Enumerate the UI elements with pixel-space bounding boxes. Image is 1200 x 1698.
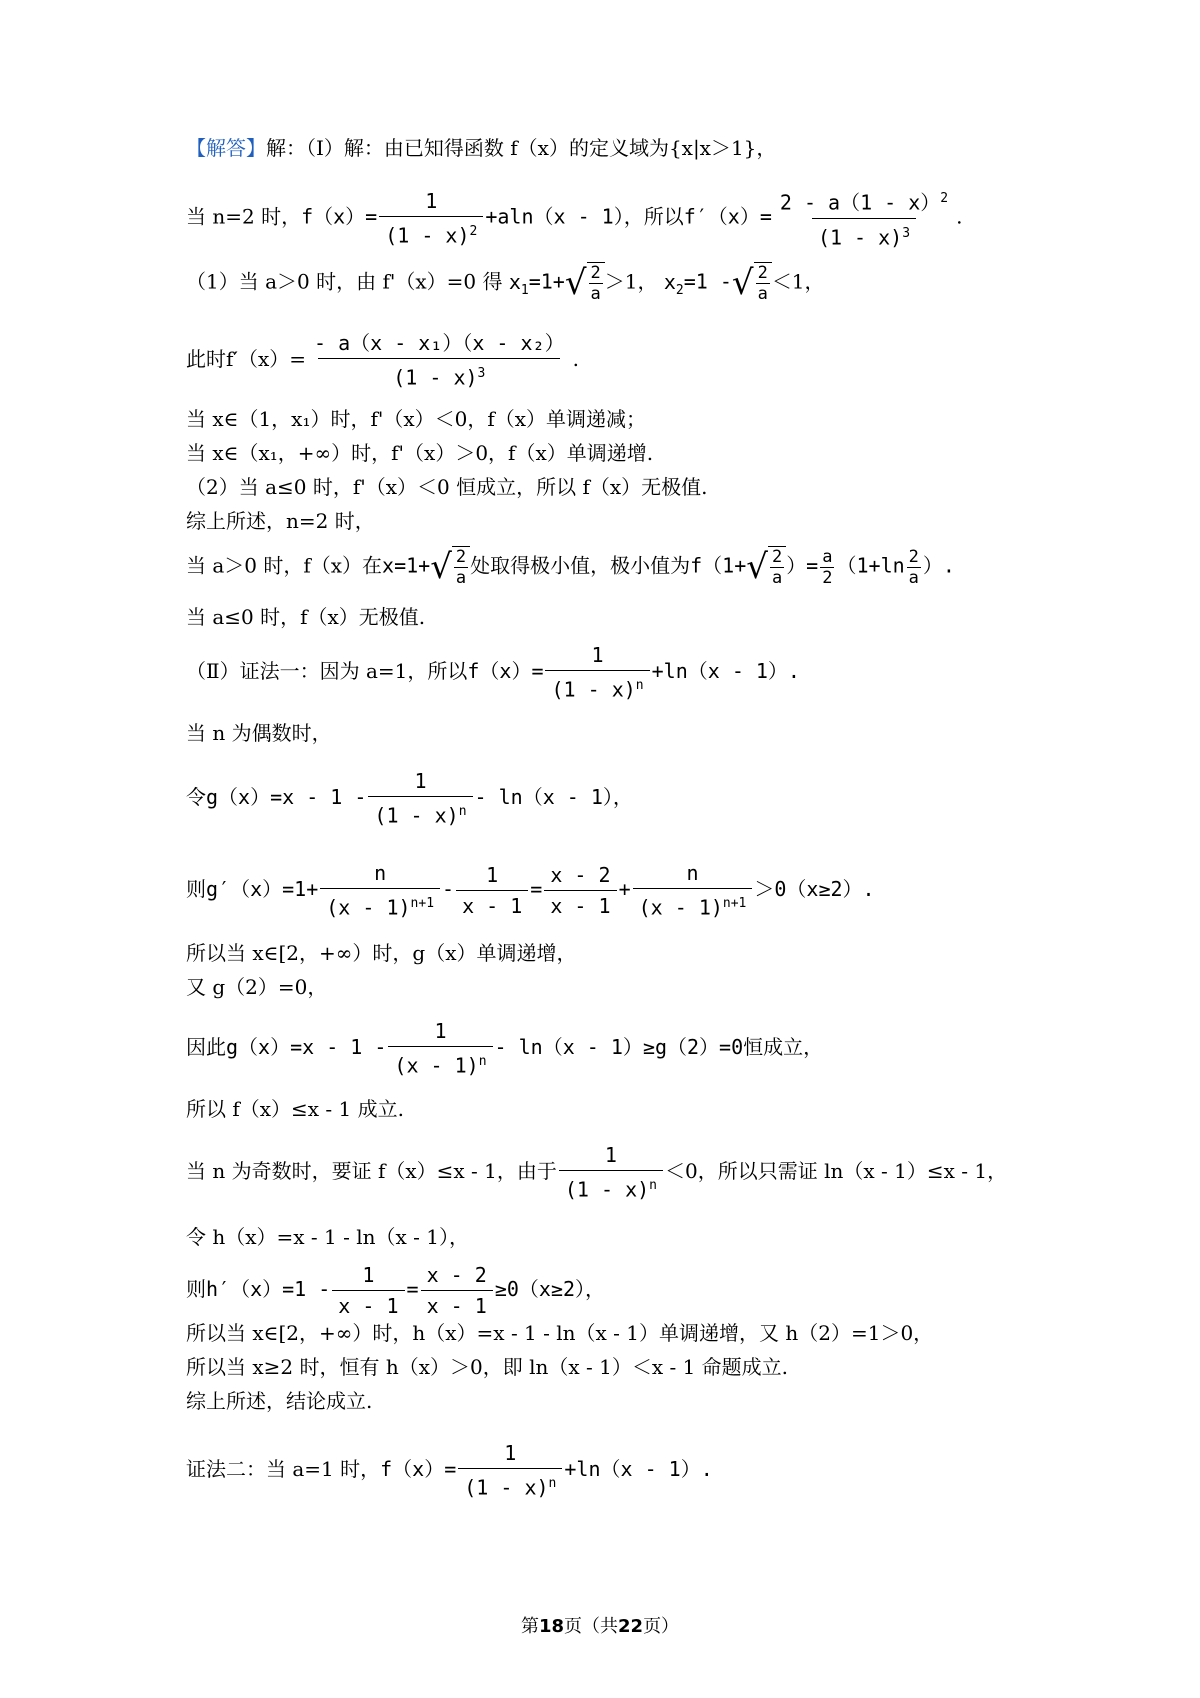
odd-case-line xyxy=(186,1142,1007,1203)
exponent: 2 xyxy=(469,223,478,239)
line-text: 则 xyxy=(186,1277,206,1301)
text-line: 所以当 x∈[2，+∞）时，g（x）单调递增， xyxy=(186,941,577,965)
formula-text: = xyxy=(406,1277,419,1301)
h-derivative-line xyxy=(186,1262,605,1319)
fraction-denominator: x - 1 xyxy=(544,890,616,919)
formula-text: +ln（x - 1）. xyxy=(651,658,800,683)
formula-text: g（x）=x - 1 - xyxy=(226,1034,387,1059)
fraction-numerator: 2 xyxy=(455,547,467,567)
formula-text: g′（x）=1+ xyxy=(206,876,319,901)
line-text: （1）当 a＞0 时，由 f'（x）=0 得 xyxy=(186,269,503,294)
fraction-numerator: 1 xyxy=(591,643,604,667)
radical-sign: √ xyxy=(564,263,587,303)
formula-text: +ln（x - 1）. xyxy=(564,1456,713,1481)
line-text: ＞1， xyxy=(604,269,658,294)
fraction xyxy=(368,768,472,829)
radical-sign: √ xyxy=(430,547,452,587)
fraction-numerator: 2 xyxy=(771,547,783,567)
radicand xyxy=(587,262,605,304)
formula-text: ）= xyxy=(786,553,819,578)
period: . xyxy=(956,204,963,229)
fraction-denominator xyxy=(368,796,472,829)
square-root xyxy=(746,546,786,588)
denominator-text: (1 - x) xyxy=(393,365,478,390)
line-text: 恒成立， xyxy=(743,1034,824,1059)
footer-text: 页） xyxy=(643,1616,680,1637)
line-text: 此时f′（x）= xyxy=(186,346,306,371)
line-text: 解：（Ⅰ）解：由已知得函数 f（x）的定义域为{x|x＞1}， xyxy=(266,136,777,160)
fraction-denominator xyxy=(545,670,649,703)
line-text: 则 xyxy=(186,876,206,901)
fraction-numerator: 1 xyxy=(486,862,499,887)
fraction xyxy=(589,263,603,304)
fraction-numerator: 2 xyxy=(590,263,601,283)
text-line: 所以当 x≥2 时，恒有 h（x）＞0，即 ln（x - 1）＜x - 1 命题成立. xyxy=(186,1355,789,1379)
radicand xyxy=(768,546,786,588)
minimum-value-line xyxy=(186,546,955,588)
line-text: 当 n 为奇数时，要证 f（x）≤x - 1，由于 xyxy=(186,1158,557,1183)
critical-points-line xyxy=(186,262,825,306)
g-inequality-line xyxy=(186,1018,823,1079)
exponent: n+1 xyxy=(722,896,747,911)
fraction xyxy=(332,1262,404,1319)
fraction-denominator: 2 xyxy=(822,567,833,588)
exponent: n xyxy=(548,1476,557,1491)
fraction-denominator xyxy=(320,888,440,921)
fraction-numerator: 1 xyxy=(362,1263,375,1287)
text-line: 综上所述，结论成立. xyxy=(186,1389,373,1413)
formula-text: g（x）=x - 1 - xyxy=(206,784,367,809)
fraction-numerator xyxy=(774,186,954,218)
exponent: n xyxy=(649,1178,657,1193)
denominator-text: (x - 1) xyxy=(638,895,723,920)
formula-text: x=1+ xyxy=(382,553,431,578)
fraction-denominator: x - 1 xyxy=(456,890,528,919)
var: x xyxy=(508,269,521,294)
fraction-numerator: 1 xyxy=(504,1441,517,1465)
formula-text: - ln（x - 1）≥g（2）=0 xyxy=(494,1034,744,1059)
exponent: n xyxy=(478,1054,487,1069)
fraction-denominator xyxy=(379,216,483,249)
formula-text: ）. xyxy=(922,553,955,578)
radical-sign: √ xyxy=(731,263,754,303)
formula-text: （1+ln xyxy=(836,553,905,578)
denominator-text: (1 - x) xyxy=(464,1475,549,1500)
exponent: n xyxy=(635,678,644,693)
fraction-denominator: a xyxy=(590,284,601,304)
denominator-text: (1 - x) xyxy=(374,803,459,828)
exponent: n xyxy=(458,804,467,819)
footer-text: 页（共 xyxy=(564,1616,618,1637)
line-text: （Ⅱ）证法一：因为 a=1，所以 xyxy=(186,658,468,683)
formula-text: =1 - xyxy=(683,269,732,294)
formula-text: - ln（x - 1）， xyxy=(474,784,633,809)
fraction xyxy=(756,263,770,304)
fraction-numerator: a xyxy=(822,546,833,567)
page-footer xyxy=(0,1612,1200,1638)
text-line: 当 x∈（1，x₁）时，f'（x）＜0，f（x）单调递减； xyxy=(186,407,647,431)
fraction xyxy=(770,547,784,588)
denominator-text: (1 - x) xyxy=(385,223,470,248)
fraction-denominator xyxy=(633,888,753,921)
answer-heading-line xyxy=(186,133,776,163)
g-definition-line xyxy=(186,768,633,829)
footer-text: 第 xyxy=(520,1616,539,1637)
fraction xyxy=(421,1262,493,1319)
fraction-denominator: x - 1 xyxy=(421,1290,493,1319)
g-derivative-line xyxy=(186,860,875,921)
fraction xyxy=(544,862,616,919)
text-line: 所以 f（x）≤x - 1 成立. xyxy=(186,1097,404,1121)
fraction xyxy=(545,642,649,703)
fraction-numerator: 2 xyxy=(757,263,768,283)
proof-two-line xyxy=(186,1440,713,1501)
fraction-numerator: 1 xyxy=(425,188,438,213)
exponent: 2 xyxy=(940,191,949,206)
line-text: ＜1， xyxy=(771,269,825,294)
fraction-numerator: 1 xyxy=(434,1019,447,1043)
fraction-numerator: x - 2 xyxy=(550,862,611,887)
formula-text: +aln（x - 1），所以f′（x）= xyxy=(485,204,772,229)
x1-symbol xyxy=(508,269,529,298)
formula-text: + xyxy=(618,876,631,901)
total-pages: 22 xyxy=(618,1616,644,1637)
square-root xyxy=(732,262,772,304)
fraction-numerator: 1 xyxy=(604,1143,617,1167)
fraction-numerator: 1 xyxy=(414,769,427,793)
radicand xyxy=(452,546,470,588)
denominator-text: (1 - x) xyxy=(551,677,636,702)
fraction xyxy=(379,188,483,249)
formula-text: - xyxy=(442,876,455,901)
text-line: 令 h（x）=x - 1 - ln（x - 1）， xyxy=(186,1225,469,1249)
text-line: 当 a≤0 时，f（x）无极值. xyxy=(186,605,426,629)
equation-line-n2 xyxy=(186,186,962,250)
subscript: 1 xyxy=(520,282,529,298)
formula-text: =1+ xyxy=(528,269,565,294)
line-text: 当 a＞0 时，f（x）在 xyxy=(186,553,383,578)
denominator-text: (x - 1) xyxy=(394,1053,479,1078)
formula-text: f（x）= xyxy=(467,658,544,683)
formula-text: f（1+ xyxy=(690,553,747,578)
fraction-denominator: a xyxy=(455,568,467,588)
fraction xyxy=(559,1142,663,1203)
fraction xyxy=(388,1018,492,1079)
fraction xyxy=(320,860,440,921)
line-text: 因此 xyxy=(186,1034,226,1059)
fraction-numerator: - a（x - x₁）（x - x₂） xyxy=(313,331,565,355)
formula-text: h′（x）=1 - xyxy=(206,1277,331,1301)
square-root xyxy=(430,546,470,588)
radicand xyxy=(754,262,772,304)
exponent: 3 xyxy=(902,225,911,241)
line-text: 当 n=2 时， xyxy=(186,204,302,229)
page-number: 18 xyxy=(538,1616,564,1637)
square-root xyxy=(565,262,605,304)
fraction-denominator xyxy=(318,358,560,391)
fraction-denominator: a xyxy=(771,568,783,588)
fraction-denominator: a xyxy=(757,284,768,304)
derivative-factored-line xyxy=(186,330,579,391)
fraction-denominator xyxy=(458,1468,562,1501)
fraction xyxy=(456,862,528,919)
fraction-denominator xyxy=(388,1046,492,1079)
exponent: n+1 xyxy=(410,896,435,911)
fraction xyxy=(458,1440,562,1501)
text-line: 又 g（2）=0， xyxy=(186,975,328,999)
formula-text: = xyxy=(530,876,543,901)
answer-label: 【解答】 xyxy=(186,136,266,160)
subscript: 2 xyxy=(675,282,684,298)
numerator-text: 2 - a（1 - x） xyxy=(779,190,941,215)
formula-text: ＞0（x≥2）. xyxy=(754,876,875,901)
formula-text: f（x）= xyxy=(301,204,378,229)
fraction-numerator: x - 2 xyxy=(426,1263,487,1287)
denominator-text: (1 - x) xyxy=(564,1177,650,1202)
denominator-text: (1 - x) xyxy=(817,225,903,250)
exponent: 3 xyxy=(477,366,486,381)
fraction xyxy=(907,547,921,588)
var: x xyxy=(663,269,676,294)
radical-sign: √ xyxy=(746,547,768,587)
fraction-numerator: n xyxy=(374,861,387,885)
fraction xyxy=(308,330,571,391)
period: . xyxy=(572,346,579,371)
fraction-denominator xyxy=(559,1170,663,1203)
fraction xyxy=(820,547,834,588)
text-line: （2）当 a≤0 时，f'（x）＜0 恒成立，所以 f（x）无极值. xyxy=(186,475,708,499)
text-line: 当 x∈（x₁，+∞）时，f'（x）＞0，f（x）单调递增. xyxy=(186,441,654,465)
line-text: ＜0，所以只需证 ln（x - 1）≤x - 1， xyxy=(665,1158,1008,1183)
x2-symbol xyxy=(663,269,684,298)
formula-text: f（x）= xyxy=(380,1456,457,1481)
text-line: 当 n 为偶数时， xyxy=(186,721,332,745)
fraction-numerator: n xyxy=(686,861,699,885)
fraction-denominator: a xyxy=(908,567,919,588)
denominator-text: (x - 1) xyxy=(326,895,411,920)
fraction xyxy=(633,860,753,921)
text-line: 所以当 x∈[2，+∞）时，h（x）=x - 1 - ln（x - 1）单调递增，又 h（2）=1＞0， xyxy=(186,1321,934,1345)
formula-text: ≥0（x≥2）， xyxy=(494,1277,605,1301)
fraction-numerator: 2 xyxy=(908,546,919,567)
text-line: 综上所述，n=2 时， xyxy=(186,509,375,533)
fraction-denominator xyxy=(812,218,916,251)
proof-one-line xyxy=(186,642,800,703)
line-text: 证法二：当 a=1 时， xyxy=(186,1456,381,1481)
line-text: 处取得极小值，极小值为 xyxy=(470,553,691,578)
fraction-denominator: x - 1 xyxy=(332,1290,404,1319)
fraction xyxy=(454,547,468,588)
line-text: 令 xyxy=(186,784,206,809)
fraction xyxy=(774,186,954,250)
